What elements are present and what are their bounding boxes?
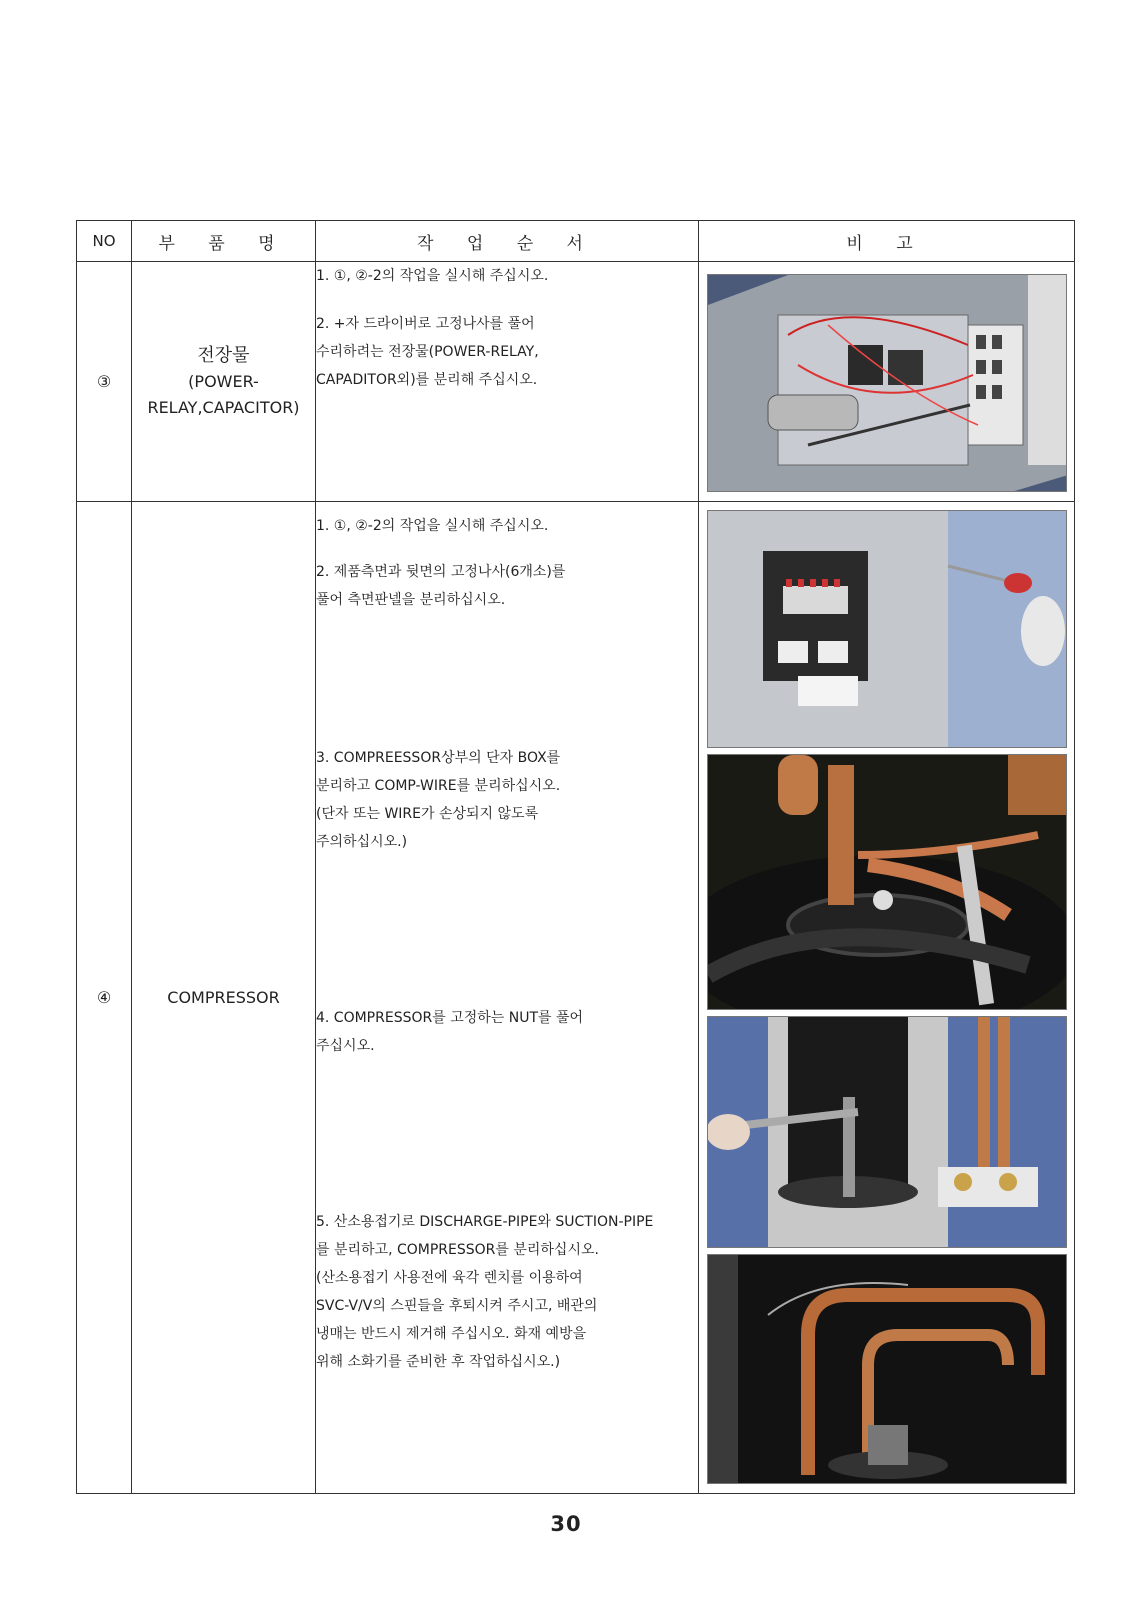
- procedure-cell: [316, 262, 699, 502]
- remarks-cell: [699, 502, 1075, 1494]
- table-row: [77, 502, 1075, 1494]
- part-name-line: COMPRESSOR: [167, 987, 280, 1007]
- electrical-box-photo: [707, 274, 1067, 492]
- terminal-box-photo: [707, 754, 1067, 1010]
- procedure-step: 1. ①, ②-2의 작업을 실시해 주십시오.: [316, 268, 549, 284]
- part-name-line: (POWER-: [188, 371, 259, 391]
- procedure-cell: [316, 502, 699, 1494]
- page-number: 30: [550, 1512, 582, 1536]
- header-remarks: 비 고: [699, 221, 1075, 262]
- row-number: ③: [77, 262, 132, 502]
- compressor-nut-photo: [707, 1016, 1067, 1248]
- side-panel-photo: [707, 510, 1067, 748]
- procedure-step: 2. 제품측면과 뒷면의 고정나사(6개소)를 풀어 측면판넬을 분리하십시오.: [316, 564, 566, 608]
- row-number: ④: [77, 502, 132, 1494]
- procedure-step: 1. ①, ②-2의 작업을 실시해 주십시오.: [316, 518, 549, 534]
- procedure-step: 5. 산소용접기로 DISCHARGE-PIPE와 SUCTION-PIPE 를 분리하고, COMPRESSOR를 분리하십시오. (산소용접기 사용전에 육각 렌치를 이용하여 SVC-V/V의 스핀들을 후퇴시켜 주시고, 배관의 냉매는 반드시 제거해 주십시오. 화재 예방을 위해 소화기를 준비한 후 작업하십시오.): [316, 1214, 654, 1370]
- disassembly-table: [76, 220, 1075, 1494]
- header-procedure: 작 업 순 서: [316, 221, 699, 262]
- pipe-welding-photo: [707, 1254, 1067, 1484]
- pipe-welding-image: [708, 1255, 1067, 1484]
- compressor-nut-image: [708, 1017, 1067, 1248]
- part-name-line: RELAY,CAPACITOR): [147, 397, 300, 417]
- terminal-box-image: [708, 755, 1067, 1010]
- part-name-cell: [132, 262, 316, 502]
- remarks-cell: [699, 262, 1075, 502]
- table-row: [77, 262, 1075, 502]
- part-name-line: 전장물: [197, 344, 250, 366]
- procedure-step: 4. COMPRESSOR를 고정하는 NUT를 풀어 주십시오.: [316, 1010, 584, 1054]
- electrical-box-image: [708, 275, 1067, 492]
- part-name-cell: [132, 502, 316, 1494]
- header-part-name: 부 품 명: [132, 221, 316, 262]
- procedure-step: 3. COMPREESSOR상부의 단자 BOX를 분리하고 COMP-WIRE를 분리하십시오. (단자 또는 WIRE가 손상되지 않도록 주의하십시오.): [316, 750, 561, 850]
- header-no: NO: [77, 221, 132, 262]
- side-panel-image: [708, 511, 1067, 748]
- procedure-step: 2. +자 드라이버로 고정나사를 풀어 수리하려는 전장물(POWER-RELAY, CAPADITOR외)를 분리해 주십시오.: [316, 316, 539, 388]
- table-header-row: [77, 221, 1075, 262]
